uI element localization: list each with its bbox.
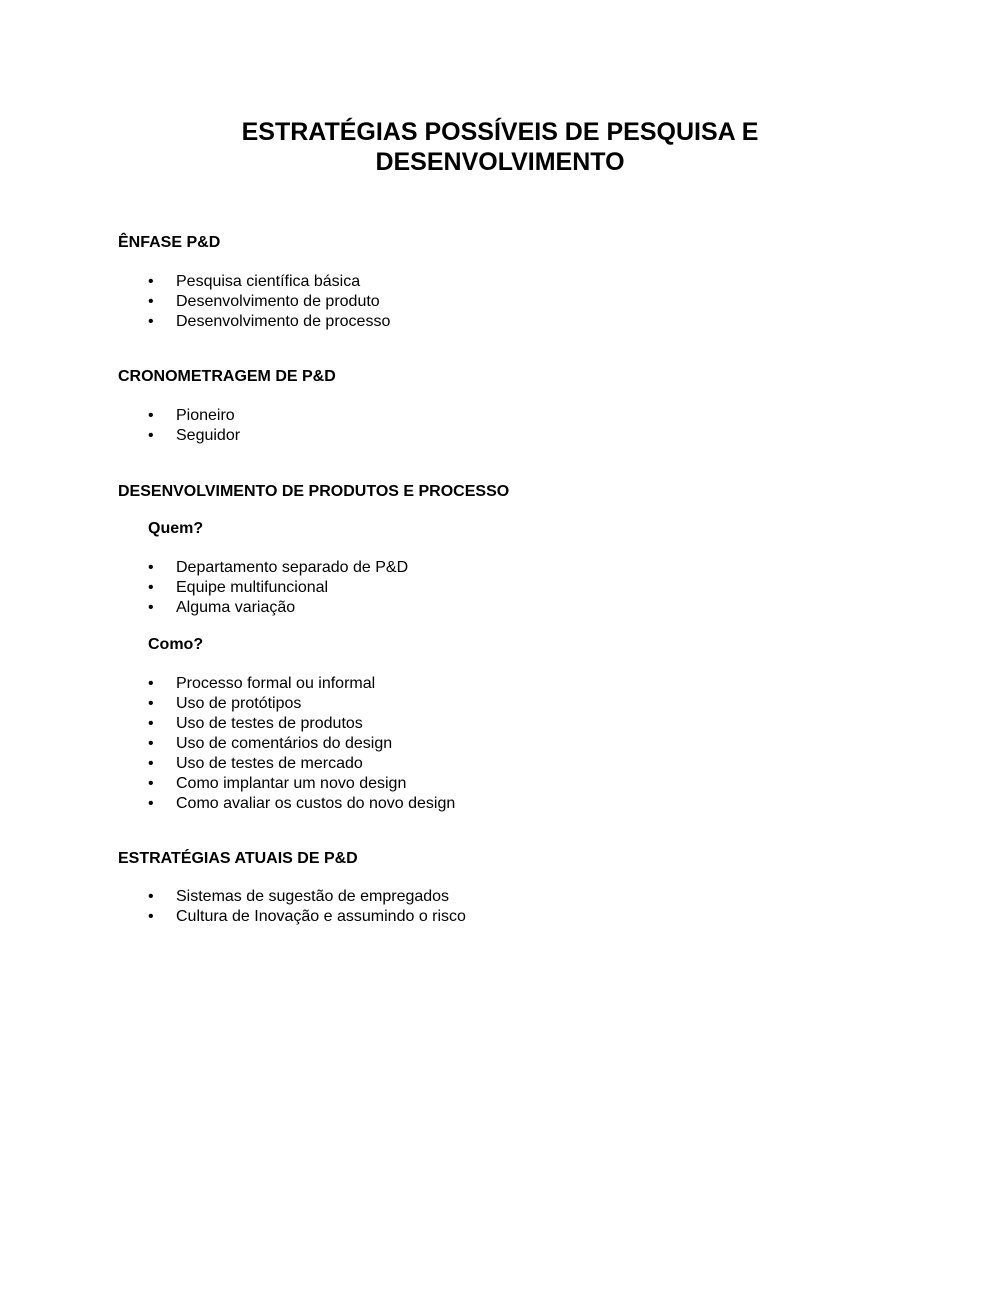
list-item: • Desenvolvimento de produto — [148, 292, 390, 312]
list-item: • Departamento separado de P&D — [148, 558, 408, 578]
bullet-list — [148, 272, 390, 332]
list-item: • Processo formal ou informal — [148, 674, 455, 694]
subheading: Quem? — [148, 520, 204, 537]
bullet-list — [148, 406, 240, 446]
section-heading: DESENVOLVIMENTO DE PRODUTOS E PROCESSO — [118, 483, 510, 500]
list-item: • Sistemas de sugestão de empregados — [148, 887, 466, 907]
list-item: • Uso de protótipos — [148, 694, 455, 714]
list-item: • Como avaliar os custos do novo design — [148, 794, 455, 814]
list-item: • Equipe multifuncional — [148, 578, 408, 598]
list-item: • Pesquisa científica básica — [148, 272, 390, 292]
list-item: • Uso de testes de mercado — [148, 754, 455, 774]
bullet-list — [148, 887, 466, 927]
list-item: • Como implantar um novo design — [148, 774, 455, 794]
section-heading: ÊNFASE P&D — [118, 234, 221, 251]
page-title: ESTRATÉGIAS POSSÍVEIS DE PESQUISA E DESENVOLVIMENTO — [241, 118, 759, 176]
list-item: • Uso de comentários do design — [148, 734, 455, 754]
list-item: • Cultura de Inovação e assumindo o risco — [148, 907, 466, 927]
section-heading: CRONOMETRAGEM DE P&D — [118, 368, 336, 385]
list-item: • Desenvolvimento de processo — [148, 312, 390, 332]
bullet-list — [148, 558, 408, 618]
list-item: • Pioneiro — [148, 406, 240, 426]
list-item: • Uso de testes de produtos — [148, 714, 455, 734]
list-item: • Seguidor — [148, 426, 240, 446]
bullet-list — [148, 674, 455, 814]
list-item: • Alguma variação — [148, 598, 408, 618]
section-heading: ESTRATÉGIAS ATUAIS DE P&D — [118, 850, 358, 867]
subheading: Como? — [148, 636, 204, 653]
